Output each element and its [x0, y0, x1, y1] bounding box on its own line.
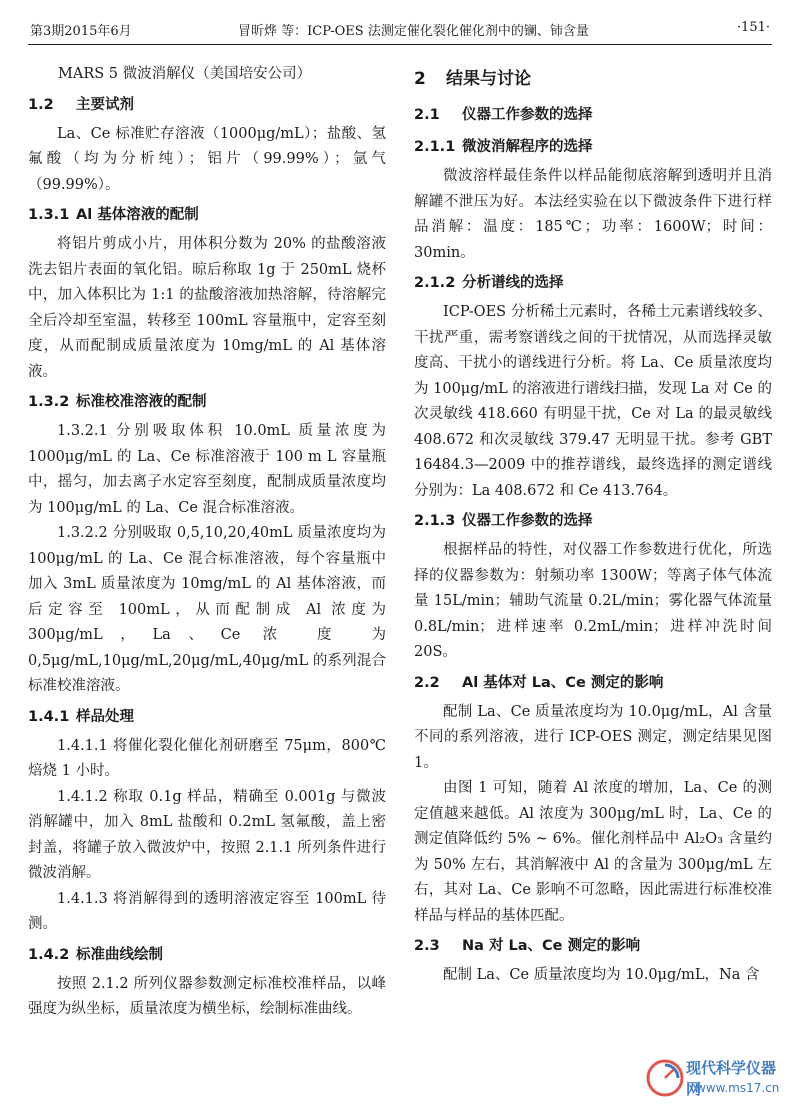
instrument-line: MARS 5 微波消解仪（美国培安公司）	[58, 66, 312, 82]
section-heading-2: 2 结果与讨论	[414, 69, 531, 89]
paragraph: 按照 2.1.2 所列仪器参数测定标准校准样品，以峰强度为纵坐标，质量浓度为横坐标，绘制标准曲线。	[28, 975, 386, 1017]
section-heading-2-1: 2.1 仪器工作参数的选择	[414, 107, 593, 123]
paragraph: 由图 1 可知，随着 Al 浓度的增加，La、Ce 的测定值越来越低。Al 浓度为 300μg/mL 时，La、Ce 的测定值降低约 5% ~ 6%。催化剂样品中 Al₂O₃ 含量约为 50% 左右，其消解液中 Al 的含量为 300μg/mL 左右，其对 La、Ce 影响不可忽略，因此需进行标准校准样品与样品的基体匹配。	[414, 780, 772, 924]
section-heading-2-1-2: 2.1.2 分析谱线的选择	[414, 275, 564, 291]
running-header	[28, 14, 772, 45]
watermark-url: www.ms17.cn	[696, 1081, 780, 1095]
watermark-name: 现代科学仪器网	[686, 1059, 777, 1098]
paragraph: 配制 La、Ce 质量浓度均为 10.0μg/mL，Na 含	[443, 967, 760, 983]
section-heading-2-3: 2.3 Na 对 La、Ce 测定的影响	[414, 938, 641, 954]
section-heading-2-1-1: 2.1.1 微波消解程序的选择	[414, 139, 593, 155]
section-heading-2-2: 2.2 Al 基体对 La、Ce 测定的影响	[414, 674, 664, 691]
paragraph: 1.3.2.2 分别吸取 0,5,10,20,40mL 质量浓度均为 100μg/mL 的 La、Ce 混合标准溶液，每个容量瓶中加入 3mL 质量浓度为 10mg/mL 的 Al 基体溶液，而后定容至 100mL，从而配制成 Al 浓度为 300μg/mL，La、Ce 浓 度 为 0,5μg/mL,10μg/mL,20μg/mL,40μg/mL 的系列混合标准校准溶液。	[28, 525, 386, 694]
paragraph: ICP-OES 分析稀土元素时，各稀土元素谱线较多、干扰严重，需考察谱线之间的干扰情况，从而选择灵敏度高、干扰小的谱线进行分析。将 La、Ce 质量浓度均为 100μg/mL 的溶液进行谱线扫描，发现 La 对 Ce 的次灵敏线 418.660 有明显干扰，Ce 对 La 的最灵敏线 408.672 和次灵敏线 379.47 无明显干扰。参考 GBT 16484.3—2009 中的推荐谱线，最终选择的测定谱线分别为：La 408.672 和 Ce 413.764。	[414, 304, 772, 499]
right-column	[414, 62, 772, 989]
left-column	[28, 62, 386, 1023]
article-running-title: 冒昕烨 等：ICP-OES 法测定催化裂化催化剂中的镧、铈含量	[238, 24, 589, 39]
section-heading-1-2: 1.2 主要试剂	[28, 96, 134, 113]
site-watermark	[638, 1051, 778, 1107]
journal-issue: 第3期2015年6月	[30, 24, 132, 39]
section-heading-1-4-2: 1.4.2 标准曲线绘制	[28, 946, 163, 963]
paragraph: 1.4.1.2 称取 0.1g 样品，精确至 0.001g 与微波消解罐中，加入 8mL 盐酸和 0.2mL 氢氟酸，盖上密封盖，将罐子放入微波炉中，按照 2.1.1 所列条件进行微波消解。	[28, 788, 386, 881]
paragraph: 将铝片剪成小片，用体积分数为 20% 的盐酸溶液洗去铝片表面的氧化铝。晾后称取 1g 于 250mL 烧杯中，加入体积比为 1:1 的盐酸溶液加热溶解，待溶解完全后冷却至室温，转移至 100mL 容量瓶中，定容至刻度，从而配制成质量浓度为 10mg/mL 的 Al 基体溶液。	[28, 236, 386, 380]
paragraph: La、Ce 标准贮存溶液（1000μg/mL）；盐酸、氢氟酸（均为分析纯）；铝片（99.99%）；氩气（99.99%）。	[28, 125, 386, 193]
paragraph: 微波溶样最佳条件以样品能彻底溶解到透明并且消解罐不泄压为好。本法经实验在以下微波条件下进行样品消解：温度：185℃；功率：1600W；时间：30min。	[414, 168, 772, 261]
watermark-logo-icon	[644, 1057, 686, 1099]
paragraph: 1.4.1.1 将催化裂化催化剂研磨至 75μm，800℃焙烧 1 小时。	[28, 737, 386, 779]
section-heading-2-1-3: 2.1.3 仪器工作参数的选择	[414, 513, 593, 529]
paragraph: 1.4.1.3 将消解得到的透明溶液定容至 100mL 待测。	[28, 890, 386, 932]
section-heading-1-4-1: 1.4.1 样品处理	[28, 708, 134, 725]
section-heading-1-3-2: 1.3.2 标准校准溶液的配制	[28, 394, 207, 410]
section-heading-1-3-1: 1.3.1 Al 基体溶液的配制	[28, 207, 199, 223]
page-number: ·151·	[736, 20, 770, 35]
paragraph: 根据样品的特性，对仪器工作参数进行优化，所选择的仪器参数为：射频功率 1300W；等离子体气体流量 15L/min；辅助气流量 0.2L/min；雾化器气体流量 0.8L/min；进样速率 0.2mL/min；进样冲洗时间 20S。	[414, 542, 772, 660]
paragraph: 配制 La、Ce 质量浓度均为 10.0μg/mL，Al 含量不同的系列溶液，进行 ICP-OES 测定，测定结果见图 1。	[414, 703, 772, 771]
paragraph: 1.3.2.1 分别吸取体积 10.0mL 质量浓度为 1000μg/mL 的 La、Ce 标准溶液于 100 m L 容量瓶中，摇匀，加去离子水定容至刻度，配制成质量浓度均为 100μg/mL 的 La、Ce 混合标准溶液。	[28, 423, 386, 516]
